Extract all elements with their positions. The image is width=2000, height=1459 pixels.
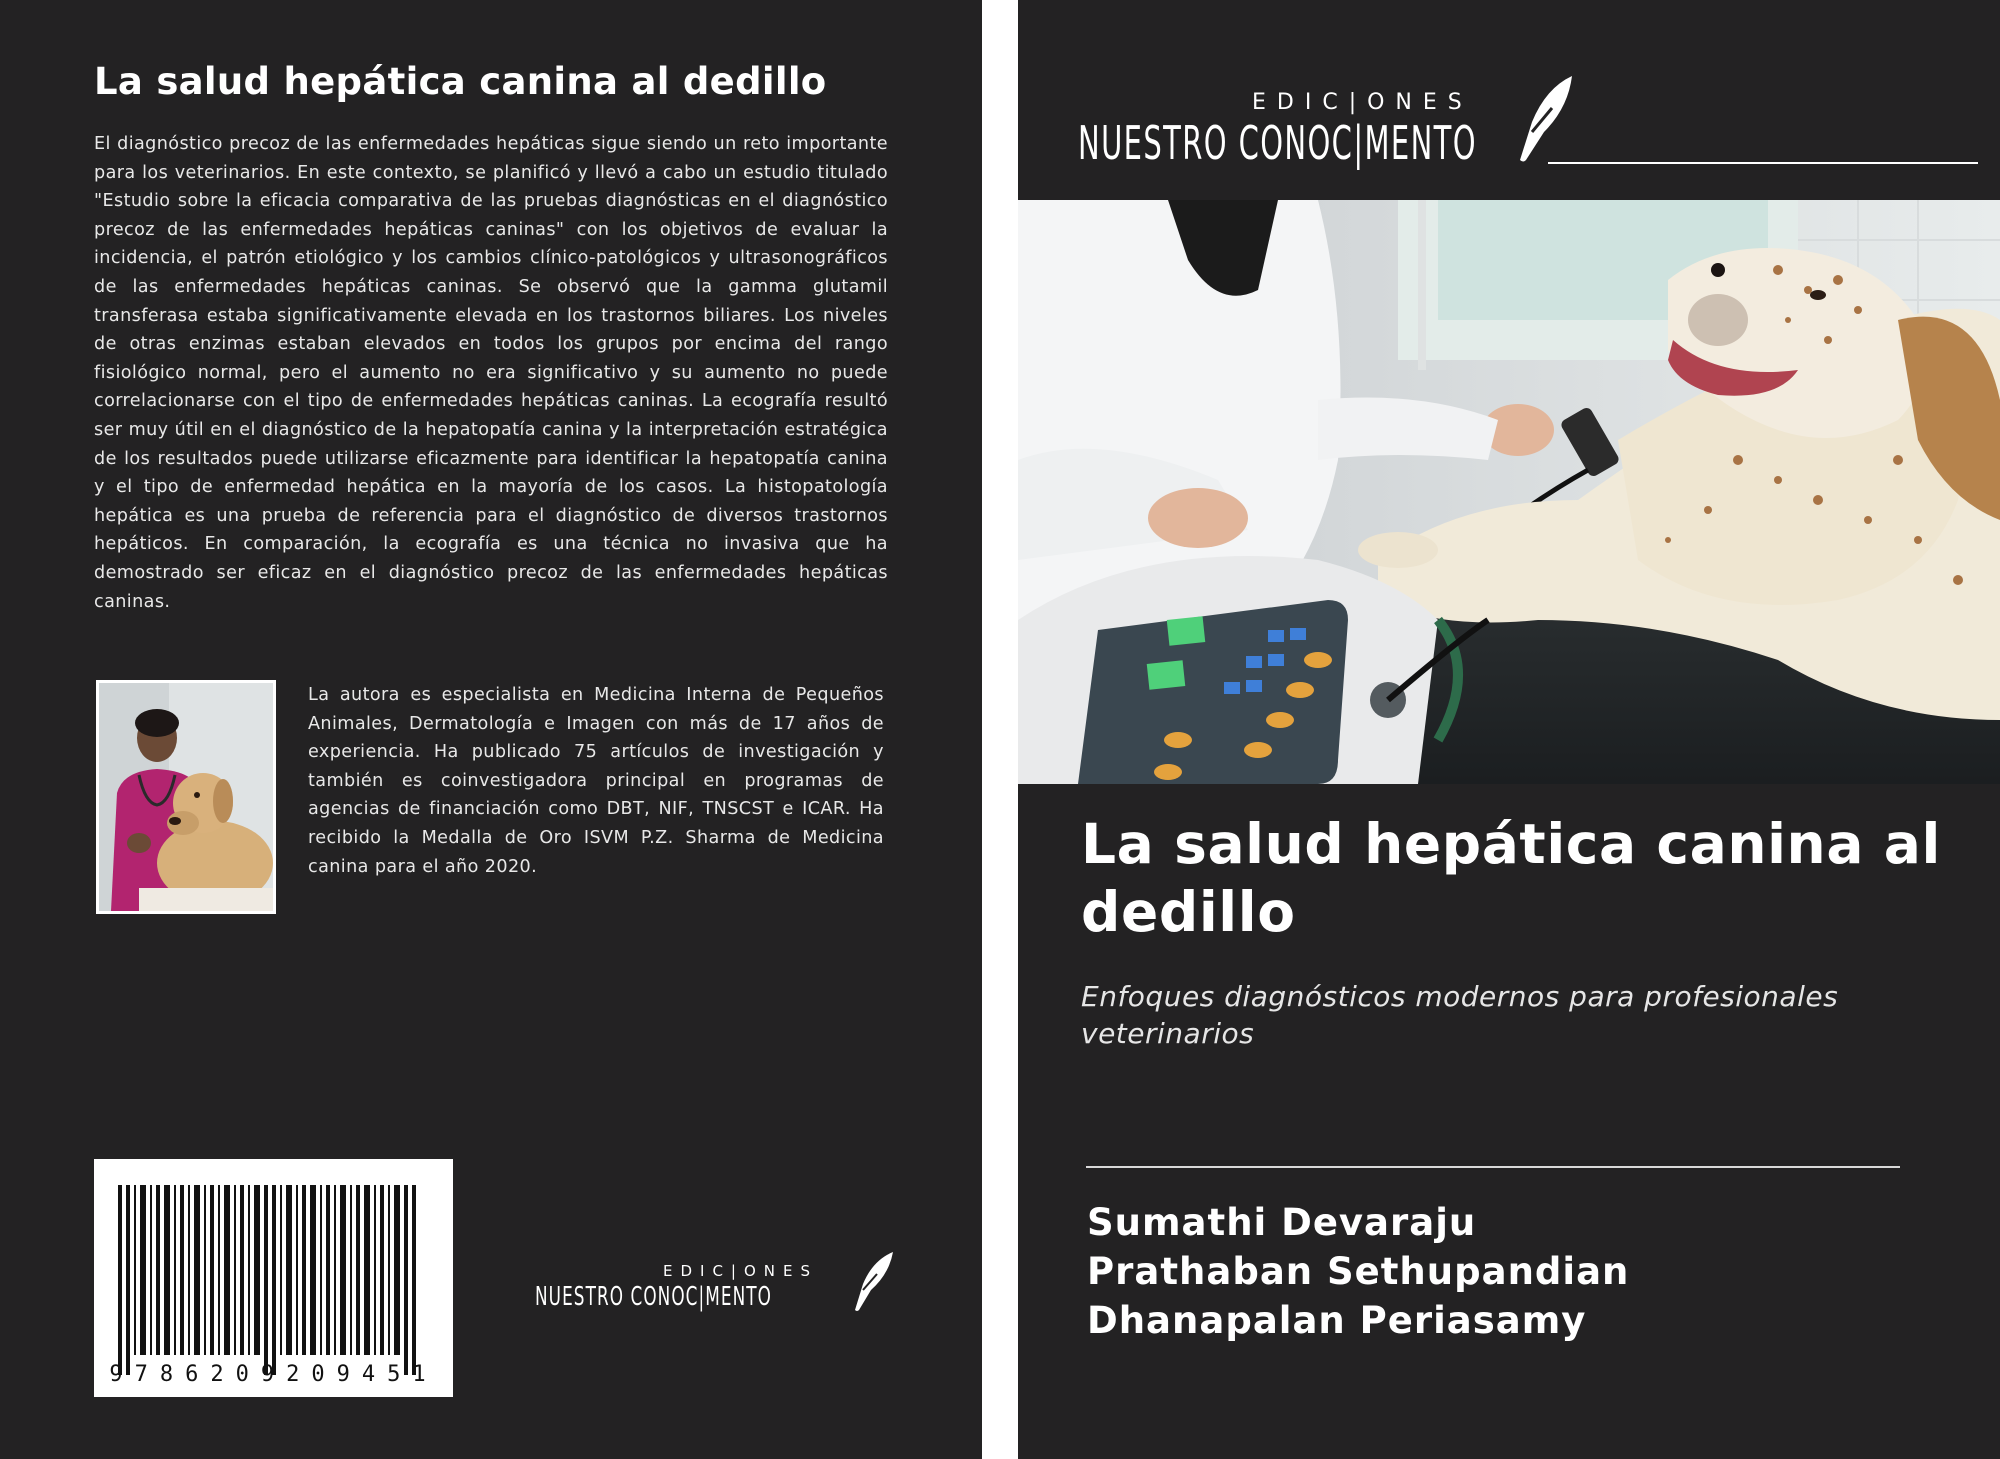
publisher-line1: EDIC|ONES bbox=[663, 1262, 819, 1280]
front-cover-title: La salud hepática canina al dedillo bbox=[1081, 812, 1941, 944]
front-cover-subtitle: Enfoques diagnósticos modernos para profesionales veterinarios bbox=[1081, 980, 1839, 1050]
author-name: Dhanapalan Periasamy bbox=[1087, 1299, 1587, 1342]
front-cover-divider bbox=[1086, 1166, 1900, 1168]
author-photo bbox=[96, 680, 276, 914]
publisher-logo-back bbox=[535, 1258, 895, 1328]
publisher-line2-front: NUESTRO CONOC|MENTO bbox=[1078, 116, 1477, 170]
author-list bbox=[1087, 1198, 1629, 1345]
quill-pen-icon bbox=[849, 1250, 899, 1314]
cover-photo-image bbox=[1018, 200, 2000, 784]
isbn-digits: 9786209209451 bbox=[109, 1362, 438, 1387]
author-name: Sumathi Devaraju bbox=[1087, 1201, 1477, 1244]
publisher-rule bbox=[1548, 162, 1978, 164]
author-bio: La autora es especialista en Medicina Interna de Pequeños Animales, Dermatología e Imagen con más de 17 años de experiencia. Ha publicado 75 artículos de investigación y también es coinvestigadora principal en programas de agencias de financiación como DBT, NIF, TNSCST e ICAR. Ha recibido la Medalla de Oro ISVM P.Z. Sharma de Medicina canina para el año 2020. bbox=[308, 685, 884, 877]
back-cover-title: La salud hepática canina al dedillo bbox=[94, 60, 827, 103]
author-name: Prathaban Sethupandian bbox=[1087, 1250, 1630, 1293]
isbn-barcode bbox=[94, 1159, 453, 1397]
cover-photo bbox=[1018, 200, 2000, 784]
publisher-logo-front bbox=[1078, 90, 1978, 180]
spine bbox=[982, 0, 1018, 1459]
back-cover-description: El diagnóstico precoz de las enfermedades hepáticas sigue siendo un reto importante para los veterinarios. En este contexto, se planificó y llevó a cabo un estudio titulado "Estudio sobre la eficacia comparativa de las pruebas diagnósticas en el diagnóstico precoz de las enfermedades hepáticas caninas" con los objetivos de evaluar la incidencia, el patrón etiológico y los cambios clínico-patológicos y ultrasonográficos de las enfermedades hepáticas caninas. Se observó que la gamma glutamil transferasa estaba significativamente elevada en los trastornos biliares. Los niveles de otras enzimas estaban elevados en todos los grupos por encima del rango fisiológico normal, pero el aumento no era significativo y su aumento no puede correlacionarse con el tipo de enfermedades hepáticas caninas. La ecografía resultó ser muy útil en el diagnóstico de la hepatopatía canina y la interpretación estratégica de los resultados puede utilizarse eficazmente para identificar la hepatopatía canina y el tipo de enfermedad hepática en la mayoría de los casos. La histopatología hepática es una prueba de referencia para el diagnóstico de diversos trastornos hepáticos. En comparación, la ecografía es una técnica no invasiva que ha demostrado ser eficaz en el diagnóstico precoz de las enfermedades hepáticas caninas. bbox=[94, 134, 888, 612]
author-photo-image bbox=[99, 683, 273, 911]
publisher-line1-front: EDIC|ONES bbox=[1252, 90, 1473, 115]
publisher-line2: NUESTRO CONOC|MENTO bbox=[535, 1282, 772, 1312]
quill-pen-icon-front bbox=[1514, 74, 1578, 166]
